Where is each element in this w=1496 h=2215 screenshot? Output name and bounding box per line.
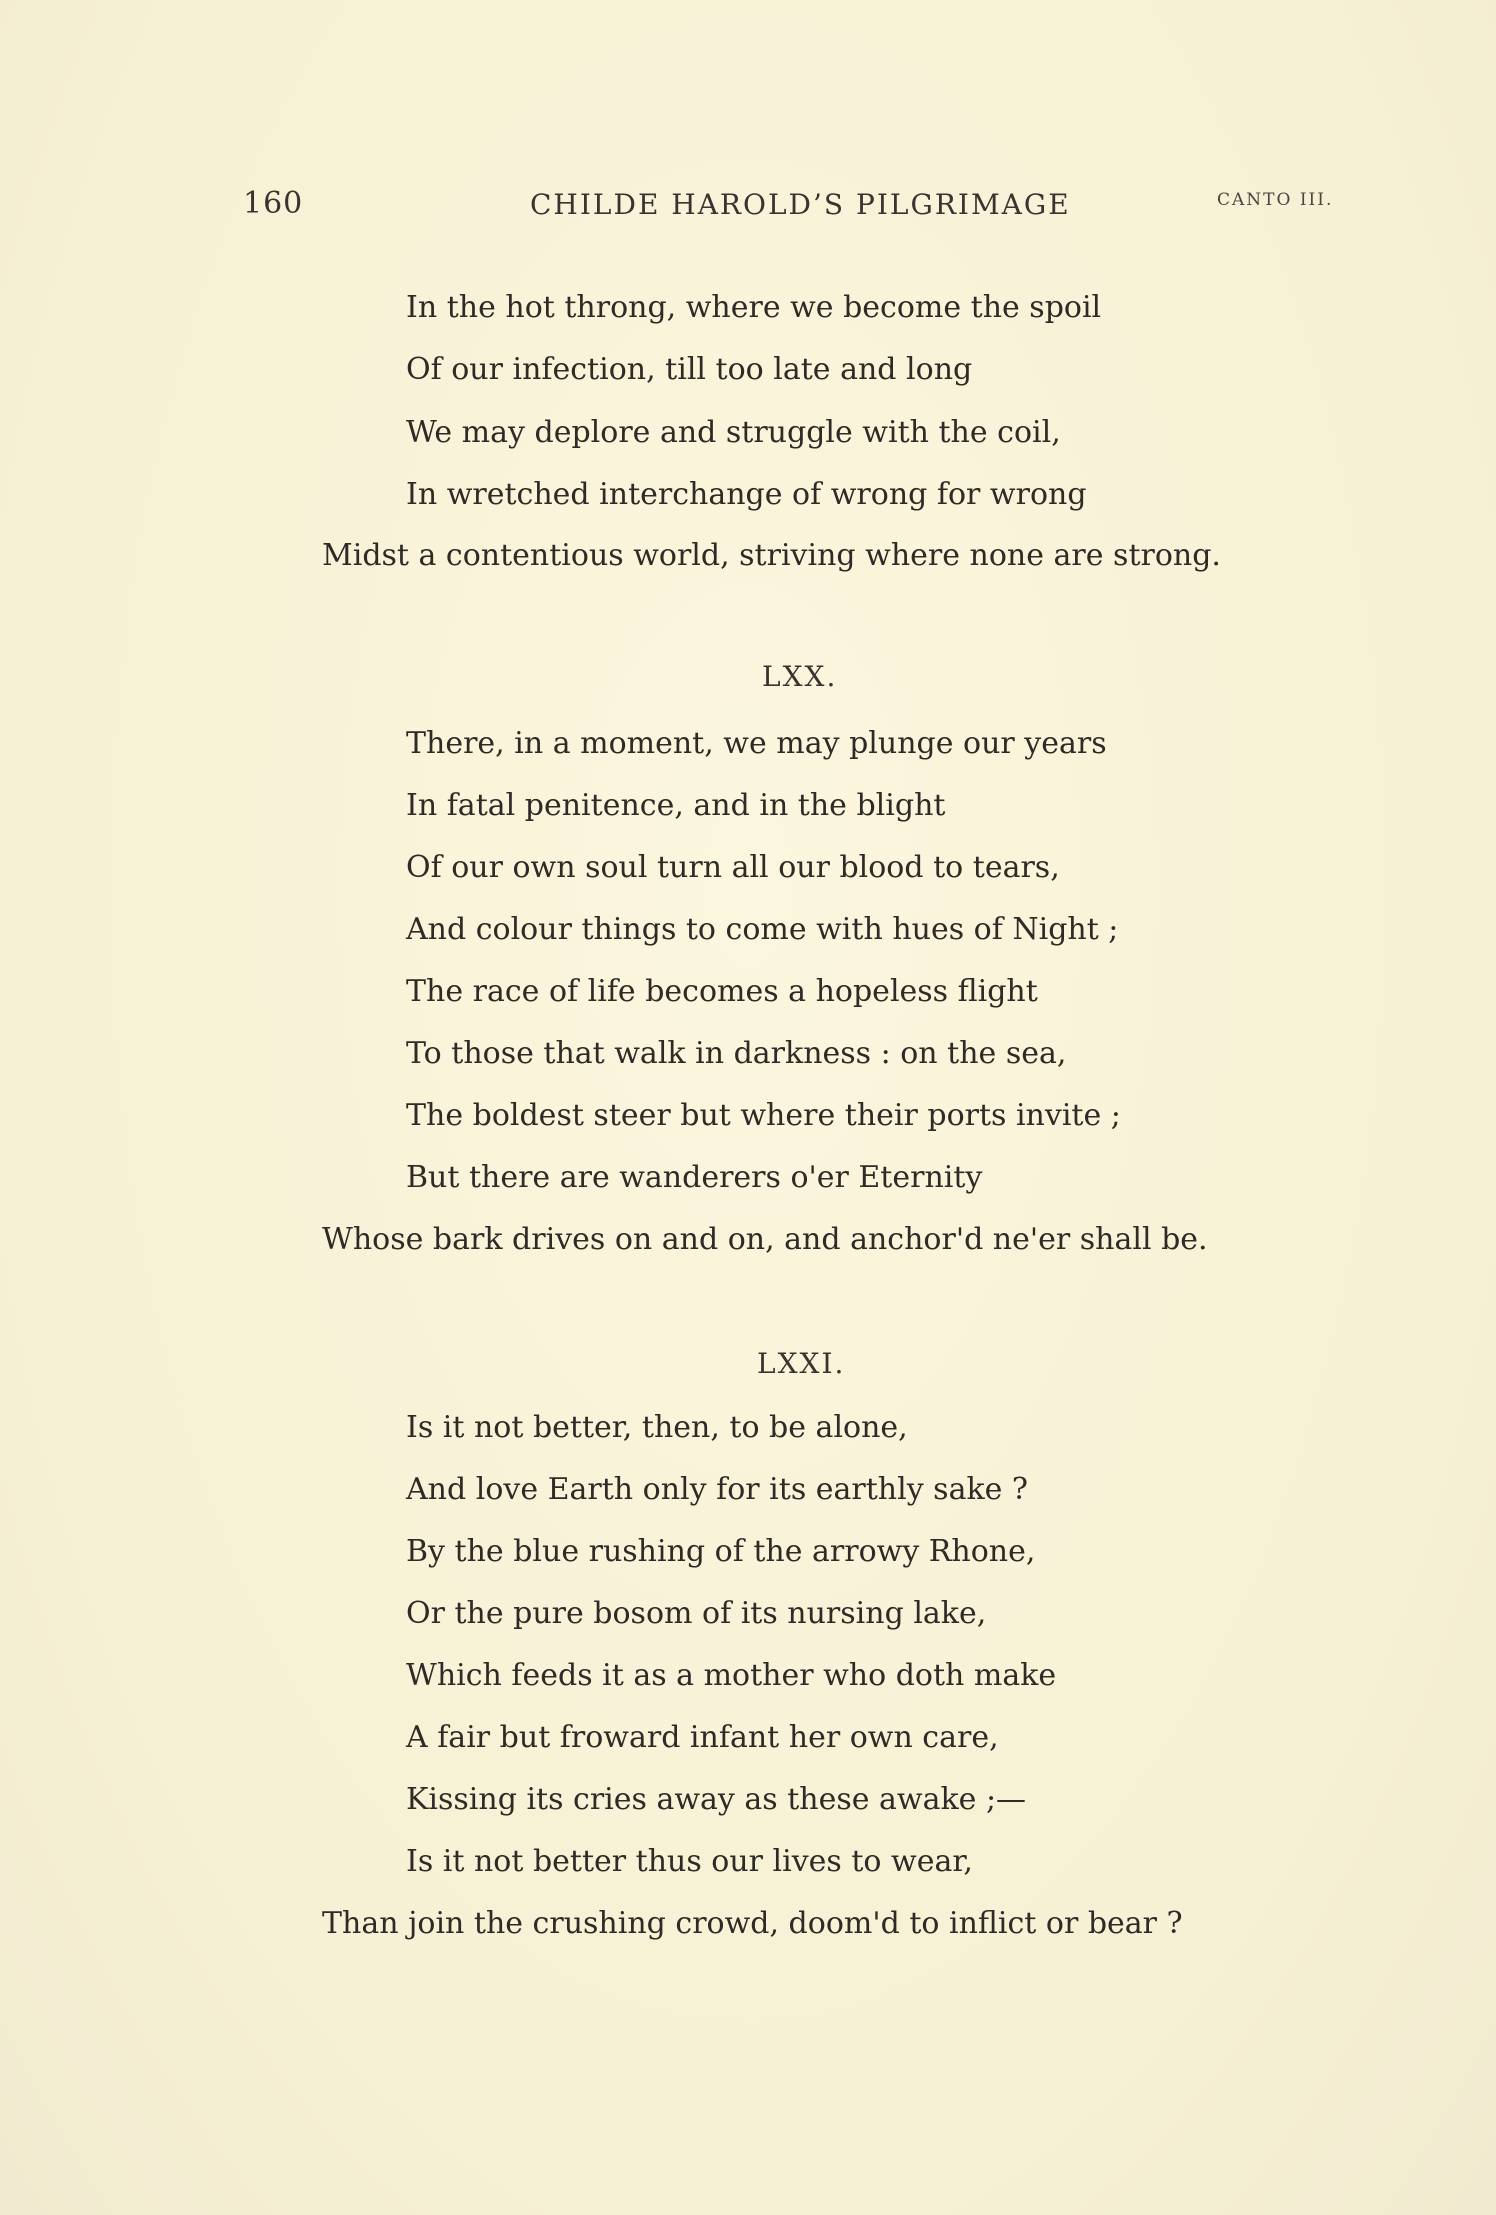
verse-line: In wretched interchange of wrong for wrong	[406, 477, 1087, 512]
verse-line: We may deplore and struggle with the coil,	[406, 415, 1061, 450]
verse-line: Of our infection, till too late and long	[406, 352, 973, 387]
verse-line: Or the pure bosom of its nursing lake,	[406, 1596, 987, 1631]
verse-line: In fatal penitence, and in the blight	[406, 788, 946, 823]
verse-line: By the blue rushing of the arrowy Rhone,	[406, 1534, 1036, 1569]
verse-line: The boldest steer but where their ports invite ;	[406, 1098, 1121, 1133]
stanza-heading-lxx: LXX.	[762, 660, 838, 693]
verse-line: Of our own soul turn all our blood to tears,	[406, 850, 1060, 885]
verse-line: And colour things to come with hues of Night ;	[406, 912, 1119, 947]
verse-line: Kissing its cries away as these awake ;—	[406, 1782, 1027, 1817]
verse-line: To those that walk in darkness : on the sea,	[406, 1036, 1067, 1071]
verse-line: The race of life becomes a hopeless flight	[406, 974, 1038, 1009]
verse-line: And love Earth only for its earthly sake ?	[406, 1472, 1029, 1507]
verse-line: But there are wanderers o'er Eternity	[406, 1160, 983, 1195]
verse-line: Midst a contentious world, striving where none are strong.	[322, 538, 1221, 573]
verse-line: Whose bark drives on and on, and anchor'd ne'er shall be.	[322, 1222, 1208, 1257]
stanza-heading-lxxi: LXXI.	[757, 1347, 846, 1380]
verse-line: Is it not better thus our lives to wear,	[406, 1844, 973, 1879]
canto-label: CANTO III.	[1217, 190, 1334, 210]
verse-line: Is it not better, then, to be alone,	[406, 1410, 908, 1445]
verse-line: A fair but froward infant her own care,	[406, 1720, 999, 1755]
running-title: CHILDE HAROLD’S PILGRIMAGE	[530, 188, 1071, 221]
verse-line: Which feeds it as a mother who doth make	[406, 1658, 1057, 1693]
verse-line: Than join the crushing crowd, doom'd to inflict or bear ?	[322, 1906, 1183, 1941]
verse-line: In the hot throng, where we become the spoil	[406, 290, 1102, 325]
page-number: 160	[243, 186, 304, 221]
verse-line: There, in a moment, we may plunge our years	[406, 726, 1107, 761]
